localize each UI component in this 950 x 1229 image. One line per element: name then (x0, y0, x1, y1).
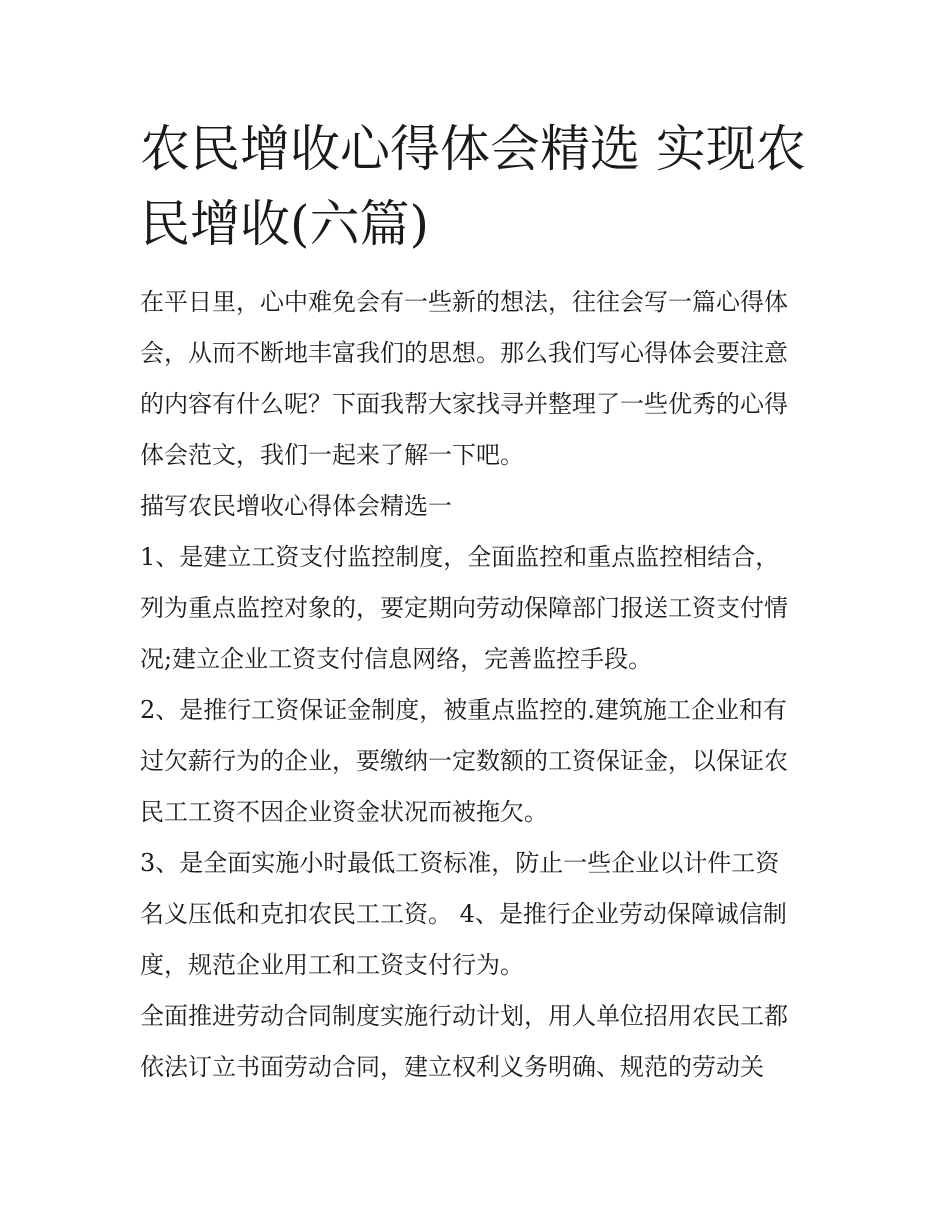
text-line: 1、是建立工资支付监控制度，全面监控和重点监控相结合， (140, 543, 780, 571)
text-line: 民工工资不因企业资金状况而被拖欠。 (140, 798, 548, 826)
text-line: 依法订立书面劳动合同，建立权利义务明确、规范的劳动关 (140, 1053, 764, 1081)
text-line: 列为重点监控对象的，要定期向劳动保障部门报送工资支付情 (140, 594, 788, 622)
text-line: 的内容有什么呢？下面我帮大家找寻并整理了一些优秀的心得 (140, 390, 788, 418)
text-line: 在平日里，心中难免会有一些新的想法，往往会写一篇心得体 (140, 288, 788, 316)
intro-paragraph (140, 277, 820, 481)
text-line: 过欠薪行为的企业，要缴纳一定数额的工资保证金，以保证农 (140, 747, 788, 775)
document-body (140, 277, 820, 1093)
text-line: 名义压低和克扣农民工工资。 4、是推行企业劳动保障诚信制 (140, 900, 787, 928)
text-line: 2、是推行工资保证金制度，被重点监控的.建筑施工企业和有 (140, 696, 787, 724)
list-item-1 (140, 532, 820, 685)
list-item-2 (140, 685, 820, 838)
title-line: 农民增收心得体会精选 实现农 (140, 120, 806, 178)
text-line: 3、是全面实施小时最低工资标准，防止一些企业以计件工资 (140, 849, 780, 877)
list-item-3 (140, 838, 820, 991)
closing-paragraph (140, 991, 820, 1093)
text-line: 描写农民增收心得体会精选一 (140, 492, 452, 520)
text-line: 会，从而不断地丰富我们的思想。那么我们写心得体会要注意 (140, 339, 788, 367)
text-line: 体会范文，我们一起来了解一下吧。 (140, 441, 524, 469)
text-line: 况;建立企业工资支付信息网络，完善监控手段。 (140, 645, 653, 673)
document-title (140, 112, 820, 262)
section-heading (140, 481, 820, 532)
text-line: 度，规范企业用工和工资支付行为。 (140, 951, 524, 979)
text-line: 全面推进劳动合同制度实施行动计划，用人单位招用农民工都 (140, 1002, 788, 1030)
title-line: 民增收(六篇) (140, 195, 430, 253)
